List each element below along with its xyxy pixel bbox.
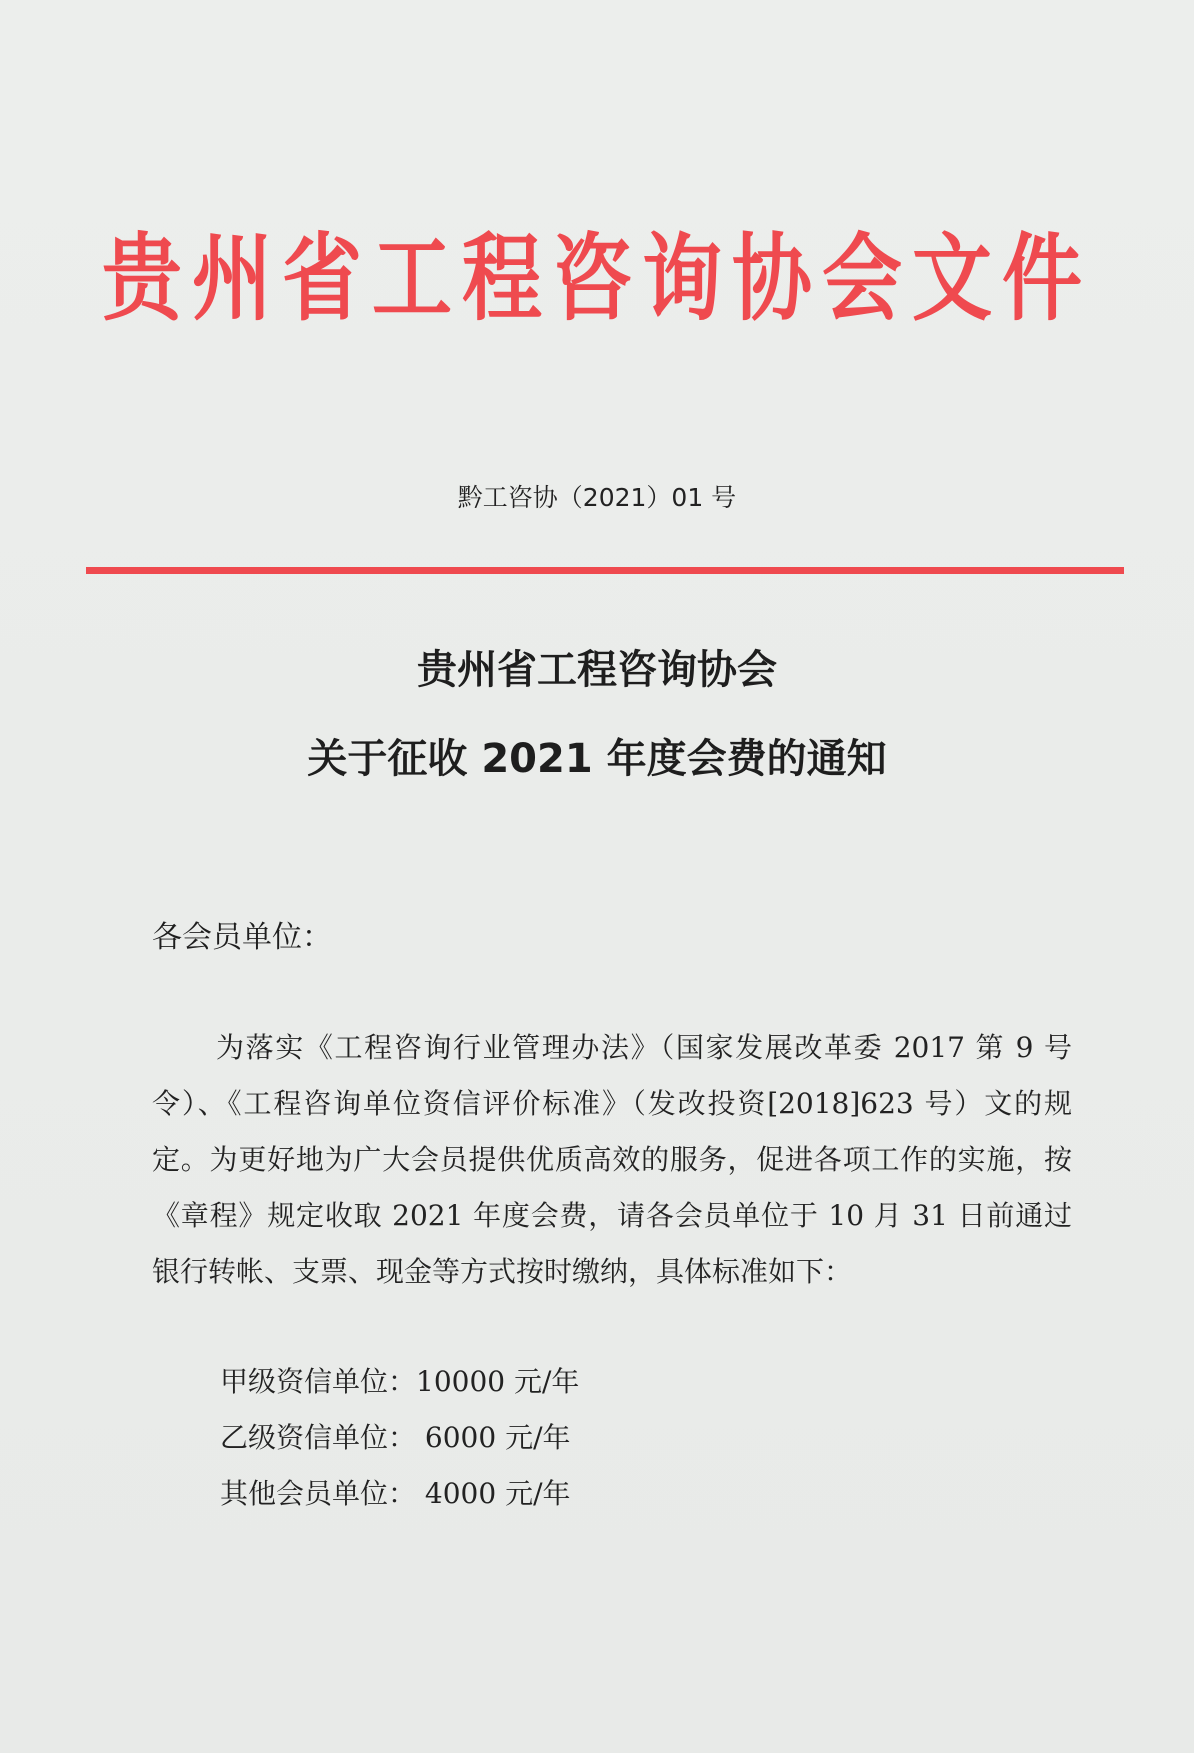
notice-title-line1: 贵州省工程咨询协会: [417, 647, 777, 693]
fee-row-grade-a: [220, 1354, 579, 1410]
fee-label: 甲级资信单位：: [220, 1365, 417, 1398]
fee-amount: 6000 元/年: [416, 1421, 571, 1454]
fee-row-grade-b: [220, 1410, 579, 1466]
fee-amount: 10000 元/年: [416, 1365, 580, 1398]
fee-amount: 4000 元/年: [416, 1477, 571, 1510]
notice-title-line2: 关于征收 2021 年度会费的通知: [307, 736, 887, 782]
fee-list: [220, 1354, 579, 1522]
body-paragraph: 为落实《工程咨询行业管理办法》（国家发展改革委 2017 第 9 号令）、《工程咨询单位资信评价标准》（发改投资[2018]623 号）文的规定。为更好地为广大会员提供优质高效的服务，促进各项工作的实施，按《章程》规定收取 2021 年度会费，请各会员单位于 10 月 31 日前通过银行转帐、支票、现金等方式按时缴纳，具体标准如下：: [152, 1031, 1072, 1288]
document-number: 黔工咨协（2021）01 号: [457, 483, 737, 512]
red-divider-line: [86, 567, 1124, 574]
fee-label: 其他会员单位：: [220, 1477, 417, 1510]
red-header-title: 贵州省工程咨询协会文件: [102, 223, 1092, 334]
salutation: 各会员单位：: [152, 920, 332, 955]
fee-row-other: [220, 1466, 579, 1522]
fee-label: 乙级资信单位：: [220, 1421, 417, 1454]
